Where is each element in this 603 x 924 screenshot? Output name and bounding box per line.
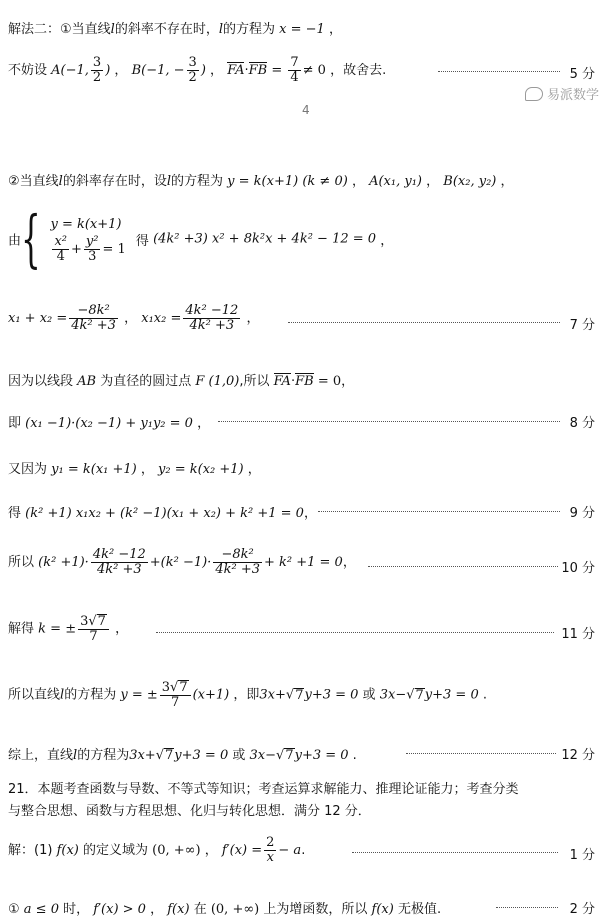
text: ≠ 0 <box>302 63 326 78</box>
text: = 0， <box>317 374 355 389</box>
text: 的斜率不存在时， <box>114 22 219 37</box>
equation: k = ± <box>38 621 77 637</box>
numerator: 3√7 <box>160 680 191 696</box>
var-l: l <box>166 174 172 189</box>
line-vieta <box>8 304 595 333</box>
text: ， <box>500 174 514 189</box>
denominator: 4 <box>56 248 65 264</box>
condition: (k ≠ 0) <box>302 174 348 189</box>
fraction <box>78 614 109 644</box>
text: 所以 <box>8 555 35 570</box>
text: ，即 <box>233 687 260 703</box>
radicand: 7 <box>165 748 174 763</box>
watermark-text: 易派数学 <box>546 88 599 103</box>
text: ， <box>114 63 128 78</box>
equation: 3x− <box>249 748 277 763</box>
text: ， <box>246 311 260 326</box>
text: 得 <box>135 233 149 249</box>
denominator: 4 <box>290 70 299 85</box>
text: ， <box>115 621 129 637</box>
text: ， <box>380 233 394 249</box>
equation: (k² +1) x₁x₂ + (k² −1)(x₁ + x₂) + k² +1 = 0 <box>25 506 304 521</box>
equation: (4k² +3) x² + 8k²x + 4k² − 12 = 0 <box>153 231 377 247</box>
text: 与整合思想、函数与方程思想、化归与转化思想．满分 12 分． <box>8 804 371 819</box>
line-conclusion: 综上，直线l的方程为3x+√7y+3 = 0 或 3x−√7y+3 = 0 . <box>8 748 357 763</box>
fraction <box>288 56 300 85</box>
line-domain <box>8 836 595 865</box>
denominator: 7 <box>89 629 98 644</box>
equation: 3x− <box>379 687 407 703</box>
equation: y₁ = k(x₁ +1) <box>51 462 137 477</box>
denominator: 4k² +3 <box>215 562 260 577</box>
line-q21-intro <box>8 778 595 797</box>
var-l: l <box>60 687 65 703</box>
text: 不妨设 <box>8 63 48 78</box>
vector-fb: FB <box>248 63 268 78</box>
equation: 3x+ <box>259 687 286 703</box>
function: f(x) <box>56 843 79 858</box>
text: . <box>352 748 357 763</box>
equals: = <box>267 63 287 78</box>
equation: +(k² −1)· <box>149 555 212 570</box>
equation: (x+1) <box>192 687 230 703</box>
fraction <box>264 836 276 865</box>
text: 或 <box>362 687 376 703</box>
var-l: l <box>73 748 78 763</box>
text: 的方程为 <box>171 174 224 189</box>
equation: (k² +1)· <box>38 555 89 570</box>
text: ②当直线 <box>8 174 59 189</box>
denominator: 4k² +3 <box>189 318 235 333</box>
fraction <box>69 304 118 333</box>
leader-dots <box>438 71 560 72</box>
line-substituted <box>8 548 595 577</box>
denominator: 4k² +3 <box>71 318 116 333</box>
text: 上为增函数，所以 <box>263 902 368 917</box>
segment-ab: AB <box>77 374 97 389</box>
text: 又因为 <box>8 462 48 477</box>
text: . <box>301 843 306 858</box>
vector-fa: FA <box>227 63 245 78</box>
text: ， <box>140 462 154 477</box>
numerator: y² <box>85 233 99 249</box>
derivative: f′(x) = <box>221 843 263 858</box>
equation: y+3 = 0 <box>304 687 359 703</box>
equation-system <box>50 215 125 264</box>
equation: x = −1 <box>279 22 325 37</box>
radicand: 7 <box>415 687 424 703</box>
function: f(x) <box>167 902 190 917</box>
text: 由 <box>8 233 22 249</box>
text: ， <box>342 555 356 570</box>
text: 时， <box>63 902 90 917</box>
score-label: 11 分 <box>561 627 595 642</box>
score-label: 7 分 <box>569 318 595 333</box>
leader-dots <box>318 511 560 512</box>
text: 的定义域为 <box>83 843 149 858</box>
text: 解：(1) <box>8 843 53 858</box>
score-label: 1 分 <box>569 848 595 863</box>
point-b: B(−1, − <box>131 63 185 78</box>
text: ) <box>200 63 206 78</box>
equation: 3x+ <box>129 748 156 763</box>
text: 21．本题考查函数与导数、不等式等知识；考查运算求解能力、推理论证能力；考查分类 <box>8 782 519 797</box>
vector-fb: FB <box>295 374 314 389</box>
line-case2 <box>8 170 595 189</box>
fraction <box>91 56 103 85</box>
line-system <box>8 202 595 275</box>
text: 为直径的圆过点 <box>100 374 192 389</box>
numerator: 7 <box>290 55 299 70</box>
equation: y₂ = k(x₂ +1) <box>158 462 244 477</box>
text: ) <box>105 63 111 78</box>
equation: + k² +1 = 0 <box>263 555 343 570</box>
denominator: 3 <box>88 248 97 264</box>
equation-2 <box>50 235 125 264</box>
text: 的斜率存在时，设 <box>62 174 167 189</box>
text: ，故舍去. <box>330 63 387 78</box>
point-f: F (1,0) <box>195 374 240 389</box>
leader-dots <box>288 322 560 323</box>
line-solve-k <box>8 614 595 644</box>
text: ,所以 <box>239 374 270 389</box>
equation: x₁ + x₂ = <box>8 311 68 326</box>
fraction <box>183 304 240 333</box>
radicand: 7 <box>179 680 188 695</box>
dot: · <box>244 63 249 78</box>
line-q21-intro-2 <box>8 800 595 819</box>
score-label: 5 分 <box>569 67 595 82</box>
vector-fa: FA <box>273 374 291 389</box>
score-label: 9 分 <box>569 506 595 521</box>
score-label: 2 分 <box>569 902 595 917</box>
radicand: 7 <box>295 687 304 703</box>
text: ， <box>426 174 440 189</box>
numerator: 2 <box>266 835 275 850</box>
equation: x₁x₂ = <box>141 311 182 326</box>
text: ， <box>124 311 138 326</box>
point-b: B(x₂, y₂) <box>443 174 497 189</box>
text: ， <box>247 462 261 477</box>
numerator: 3 <box>188 55 197 70</box>
text: ， <box>197 416 211 431</box>
line-line-equation: 所以直线l的方程为 y = ± $\frac{3√7}{7}$ (x+1) ，即3x+√7y+3 = 0 或 3x−√7y+3 = 0 . <box>8 680 488 710</box>
denominator: 7 <box>171 695 180 710</box>
text: 解得 <box>8 621 35 637</box>
text: ， <box>351 174 365 189</box>
function: f(x) <box>371 902 394 917</box>
coefficient: 3 <box>161 680 171 695</box>
text: 得 <box>8 506 22 521</box>
equation: y = ± <box>120 687 158 703</box>
var-l: l <box>110 22 115 37</box>
denominator: x <box>266 850 274 865</box>
numerator: 3 <box>92 55 102 70</box>
derivative: f′(x) > 0 <box>93 902 146 917</box>
text: 或 <box>232 748 246 763</box>
score-label: 10 分 <box>561 561 595 576</box>
text: ， <box>328 22 342 37</box>
equation: y = k(x+1) <box>227 174 299 189</box>
text: 综上，直线 <box>8 748 74 763</box>
text: 因为以线段 <box>8 374 74 389</box>
watermark <box>525 84 599 103</box>
var-l: l <box>218 22 224 37</box>
text: ， <box>303 506 317 521</box>
text: = 1 <box>102 241 126 257</box>
interval: (0, +∞) <box>210 902 260 917</box>
coefficient: 3 <box>80 614 89 629</box>
fraction <box>187 56 199 85</box>
equation: − a <box>278 843 302 858</box>
denominator: 4k² +3 <box>96 562 142 577</box>
leader-dots <box>218 421 560 422</box>
point-a: A(x₁, y₁) <box>369 174 422 189</box>
point-a: A(−1, <box>51 63 89 78</box>
text: ， <box>204 843 218 858</box>
fraction <box>160 680 191 710</box>
denominator: 2 <box>188 70 197 85</box>
score-label: 8 分 <box>569 416 595 431</box>
denominator: 2 <box>92 70 102 85</box>
numerator: 4k² −12 <box>92 547 146 562</box>
numerator: −8k² <box>69 304 118 319</box>
text: 的方程为 <box>223 22 276 37</box>
numerator: −8k² <box>213 548 262 563</box>
text: ， <box>210 63 224 78</box>
leader-dots <box>496 907 558 908</box>
text: 的方程为 <box>77 748 130 763</box>
equation: y+3 = 0 <box>294 748 349 763</box>
text: 的方程为 <box>64 687 117 703</box>
fraction <box>91 548 148 577</box>
brace: { <box>21 202 41 275</box>
text: 所以直线 <box>8 687 61 703</box>
line-substitution <box>8 458 595 477</box>
text: ① <box>8 902 20 917</box>
numerator: 3√7 <box>78 614 109 630</box>
fraction <box>213 548 262 577</box>
dot: · <box>290 374 296 389</box>
plus: + <box>71 241 82 257</box>
numerator: 4k² −12 <box>185 303 239 318</box>
score-label: 12 分 <box>561 748 595 763</box>
text: 即 <box>8 416 22 431</box>
text: 在 <box>193 902 207 917</box>
equation: y+3 = 0 <box>174 748 229 763</box>
chat-icon <box>525 87 543 101</box>
line-method2-intro <box>8 18 595 37</box>
line-circle <box>8 370 595 389</box>
numerator: x² <box>54 233 68 249</box>
radicand: 7 <box>285 748 294 763</box>
text: 无极值. <box>397 902 442 917</box>
equation-1: y = k(x+1) <box>50 216 122 232</box>
leader-dots <box>406 753 556 754</box>
equation: (x₁ −1)·(x₂ −1) + y₁y₂ = 0 <box>25 416 193 431</box>
radicand: 7 <box>97 614 106 629</box>
leader-dots <box>352 852 558 853</box>
text: . <box>482 687 488 703</box>
interval: (0, +∞) <box>152 843 201 858</box>
leader-dots <box>368 566 558 567</box>
condition: a ≤ 0 <box>23 902 59 917</box>
var-l: l <box>58 174 63 189</box>
text: ， <box>150 902 164 917</box>
leader-dots <box>156 632 554 633</box>
text: 解法二：①当直线 <box>8 22 111 37</box>
equation: y+3 = 0 <box>424 687 479 703</box>
page-number: 4 <box>302 103 310 117</box>
